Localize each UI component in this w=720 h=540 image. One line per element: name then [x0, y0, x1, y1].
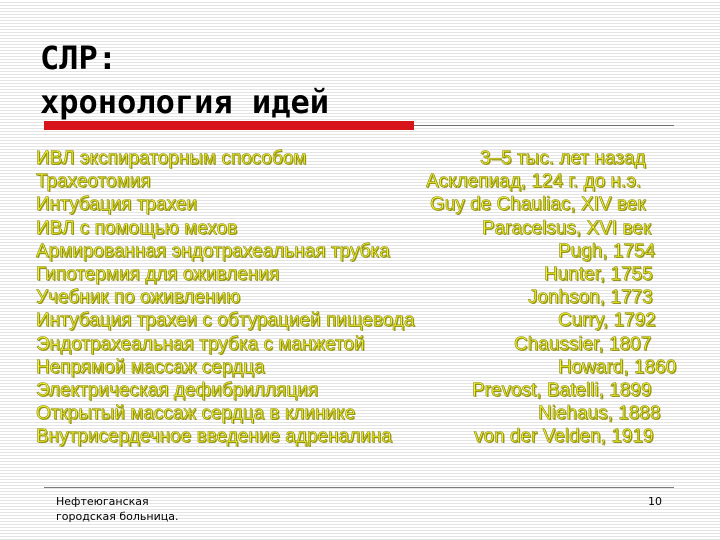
chronology-event: Открытый массаж сердца в клинике [36, 403, 356, 425]
chronology-row [36, 217, 680, 240]
chronology-event: Эндотрахеальная трубка с манжетой [36, 333, 365, 355]
chronology-attribution: Hunter, 1755 [544, 263, 653, 285]
chronology-row [36, 240, 680, 263]
chronology-attribution: Chaussier, 1807 [514, 333, 652, 355]
chronology-attribution: Guy de Chauliac, XIV век [430, 194, 646, 216]
chronology-event: Армированная эндотрахеальная трубка [36, 240, 390, 262]
chronology-row [36, 402, 680, 425]
chronology-row [36, 356, 680, 379]
chronology-row [36, 170, 680, 193]
chronology-attribution: Niehaus, 1888 [538, 403, 661, 425]
footer-organization-line2: городская больница. [56, 510, 179, 523]
chronology-list [36, 147, 680, 448]
chronology-attribution: Curry, 1792 [558, 310, 656, 332]
chronology-attribution: Prevost, Batelli, 1899 [472, 379, 652, 401]
chronology-event: Интубация трахеи с обтурацией пищевода [36, 310, 415, 332]
footer-divider [44, 487, 674, 488]
chronology-row [36, 425, 680, 448]
chronology-event: ИВЛ с помощью мехов [36, 217, 238, 239]
chronology-row [36, 263, 680, 286]
chronology-event: Трахеотомия [36, 171, 151, 193]
slide-title-line2: хронология идей [40, 83, 329, 121]
chronology-attribution: Howard, 1860 [558, 356, 677, 378]
page-number: 10 [648, 495, 662, 508]
chronology-attribution: von der Velden, 1919 [474, 426, 654, 448]
title-accent-bar [44, 121, 414, 130]
footer-organization [56, 494, 178, 524]
chronology-event: Интубация трахеи [36, 194, 198, 216]
chronology-row [36, 147, 680, 170]
slide-title-line1: СЛР: [40, 39, 118, 77]
chronology-event: Гипотермия для оживления [36, 263, 280, 285]
footer-organization-line1: Нефтеюганская [56, 495, 149, 508]
chronology-row [36, 309, 680, 332]
chronology-event: Непрямой массаж сердца [36, 356, 265, 378]
chronology-event: Электрическая дефибрилляция [36, 379, 319, 401]
chronology-row [36, 193, 680, 216]
slide-title [40, 36, 329, 124]
chronology-row [36, 286, 680, 309]
chronology-row [36, 333, 680, 356]
chronology-event: Учебник по оживлению [36, 287, 241, 309]
chronology-attribution: Jonhson, 1773 [528, 287, 653, 309]
chronology-attribution: Асклепиад, 124 г. до н.э. [426, 171, 642, 193]
chronology-event: Внутрисердечное введение адреналина [36, 426, 392, 448]
chronology-attribution: 3–5 тыс. лет назад [480, 148, 646, 169]
chronology-attribution: Paracelsus, XVI век [482, 217, 652, 239]
chronology-row [36, 379, 680, 402]
chronology-attribution: Pugh, 1754 [558, 240, 656, 262]
chronology-event: ИВЛ экспираторным способом [36, 148, 307, 169]
